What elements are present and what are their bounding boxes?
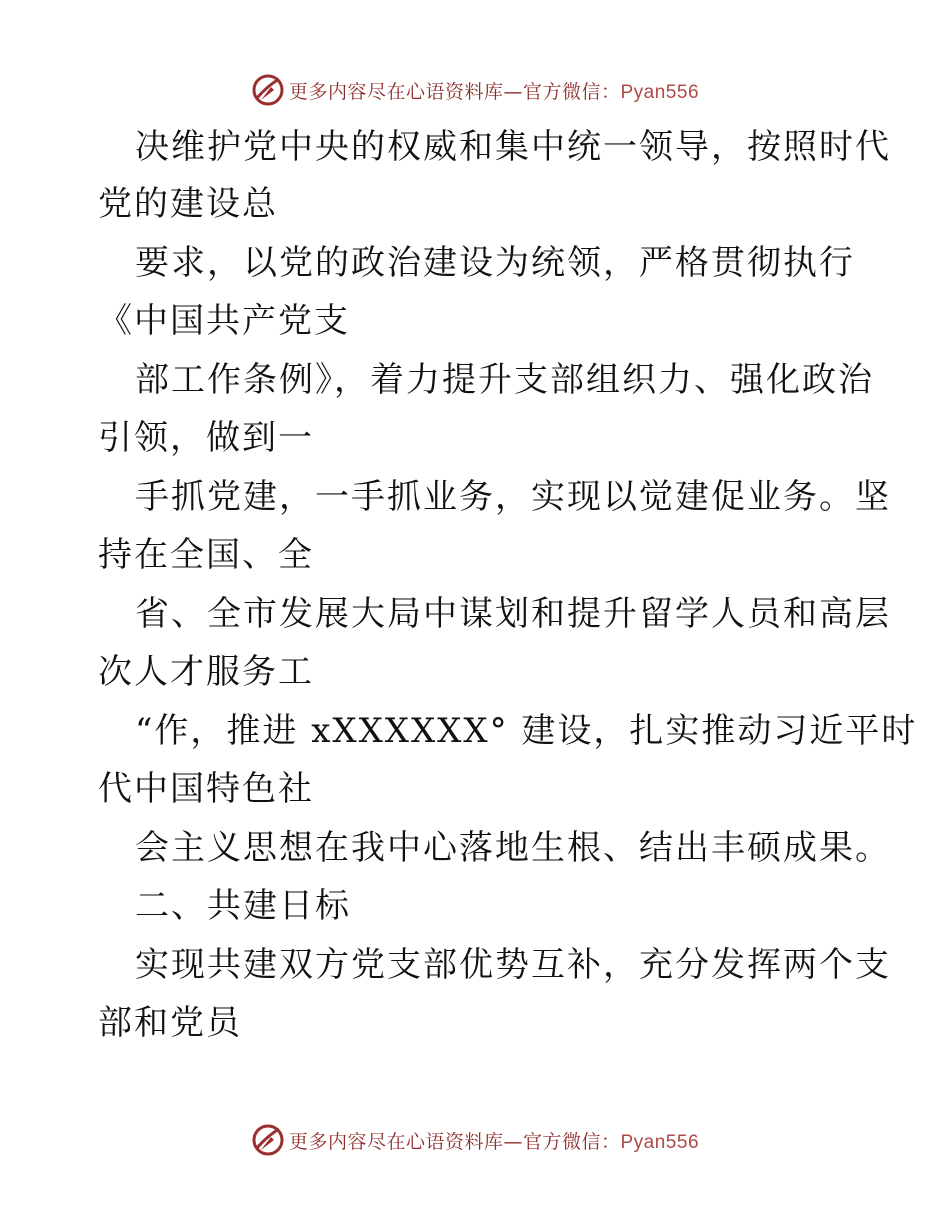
paragraph-line: 要求，以党的政治建设为统领，严格贯彻执行 xyxy=(135,243,855,283)
paragraph-line: “作，推进 xXXXXXX° 建设，扎实推动习近平时 xyxy=(135,711,918,751)
watermark-label: 官方微信： xyxy=(522,80,621,103)
watermark-text xyxy=(289,1127,699,1154)
paragraph-line: 部和党员 xyxy=(98,1003,242,1043)
pen-circle-logo-icon xyxy=(251,73,285,107)
paragraph-line: 会主义思想在我中心落地生根、结出丰硕成果。 xyxy=(135,828,891,868)
watermark-brand: 更多内容尽在心语资料库 xyxy=(288,1130,504,1153)
footer-watermark xyxy=(0,1120,950,1160)
paragraph-line: 党的建设总 xyxy=(98,184,278,224)
header-watermark xyxy=(0,70,950,110)
watermark-wechat-id: Pyan556 xyxy=(620,81,700,103)
watermark-label: 官方微信： xyxy=(522,1130,621,1153)
paragraph-line: 代中国特色社 xyxy=(98,769,314,809)
pen-circle-logo-icon xyxy=(251,1123,285,1157)
section-heading: 二、共建日标 xyxy=(135,886,351,926)
watermark-brand: 更多内容尽在心语资料库 xyxy=(288,80,504,103)
paragraph-line: 部工作条例》，着力提升支部组织力、强化政治 xyxy=(135,360,874,400)
watermark-wechat-id: Pyan556 xyxy=(620,1131,700,1153)
paragraph-line: 持在全国、全 xyxy=(98,535,314,575)
paragraph-line: 实现共建双方党支部优势互补，充分发挥两个支 xyxy=(135,945,891,985)
watermark-separator: — xyxy=(503,80,523,103)
paragraph-line: 决维护党中央的权威和集中统一领导，按照时代 xyxy=(135,127,891,167)
watermark-text xyxy=(289,77,699,104)
watermark-separator: — xyxy=(503,1130,523,1153)
paragraph-line: 《中国共产党支 xyxy=(98,301,350,341)
paragraph-line: 手抓党建，一手抓业务，实现以觉建促业务。坚 xyxy=(135,477,891,517)
paragraph-line: 次人才服务工 xyxy=(98,652,314,692)
paragraph-line: 引领，做到一 xyxy=(98,418,314,458)
paragraph-line: 省、全市发展大局中谋划和提升留学人员和高层 xyxy=(135,594,891,634)
